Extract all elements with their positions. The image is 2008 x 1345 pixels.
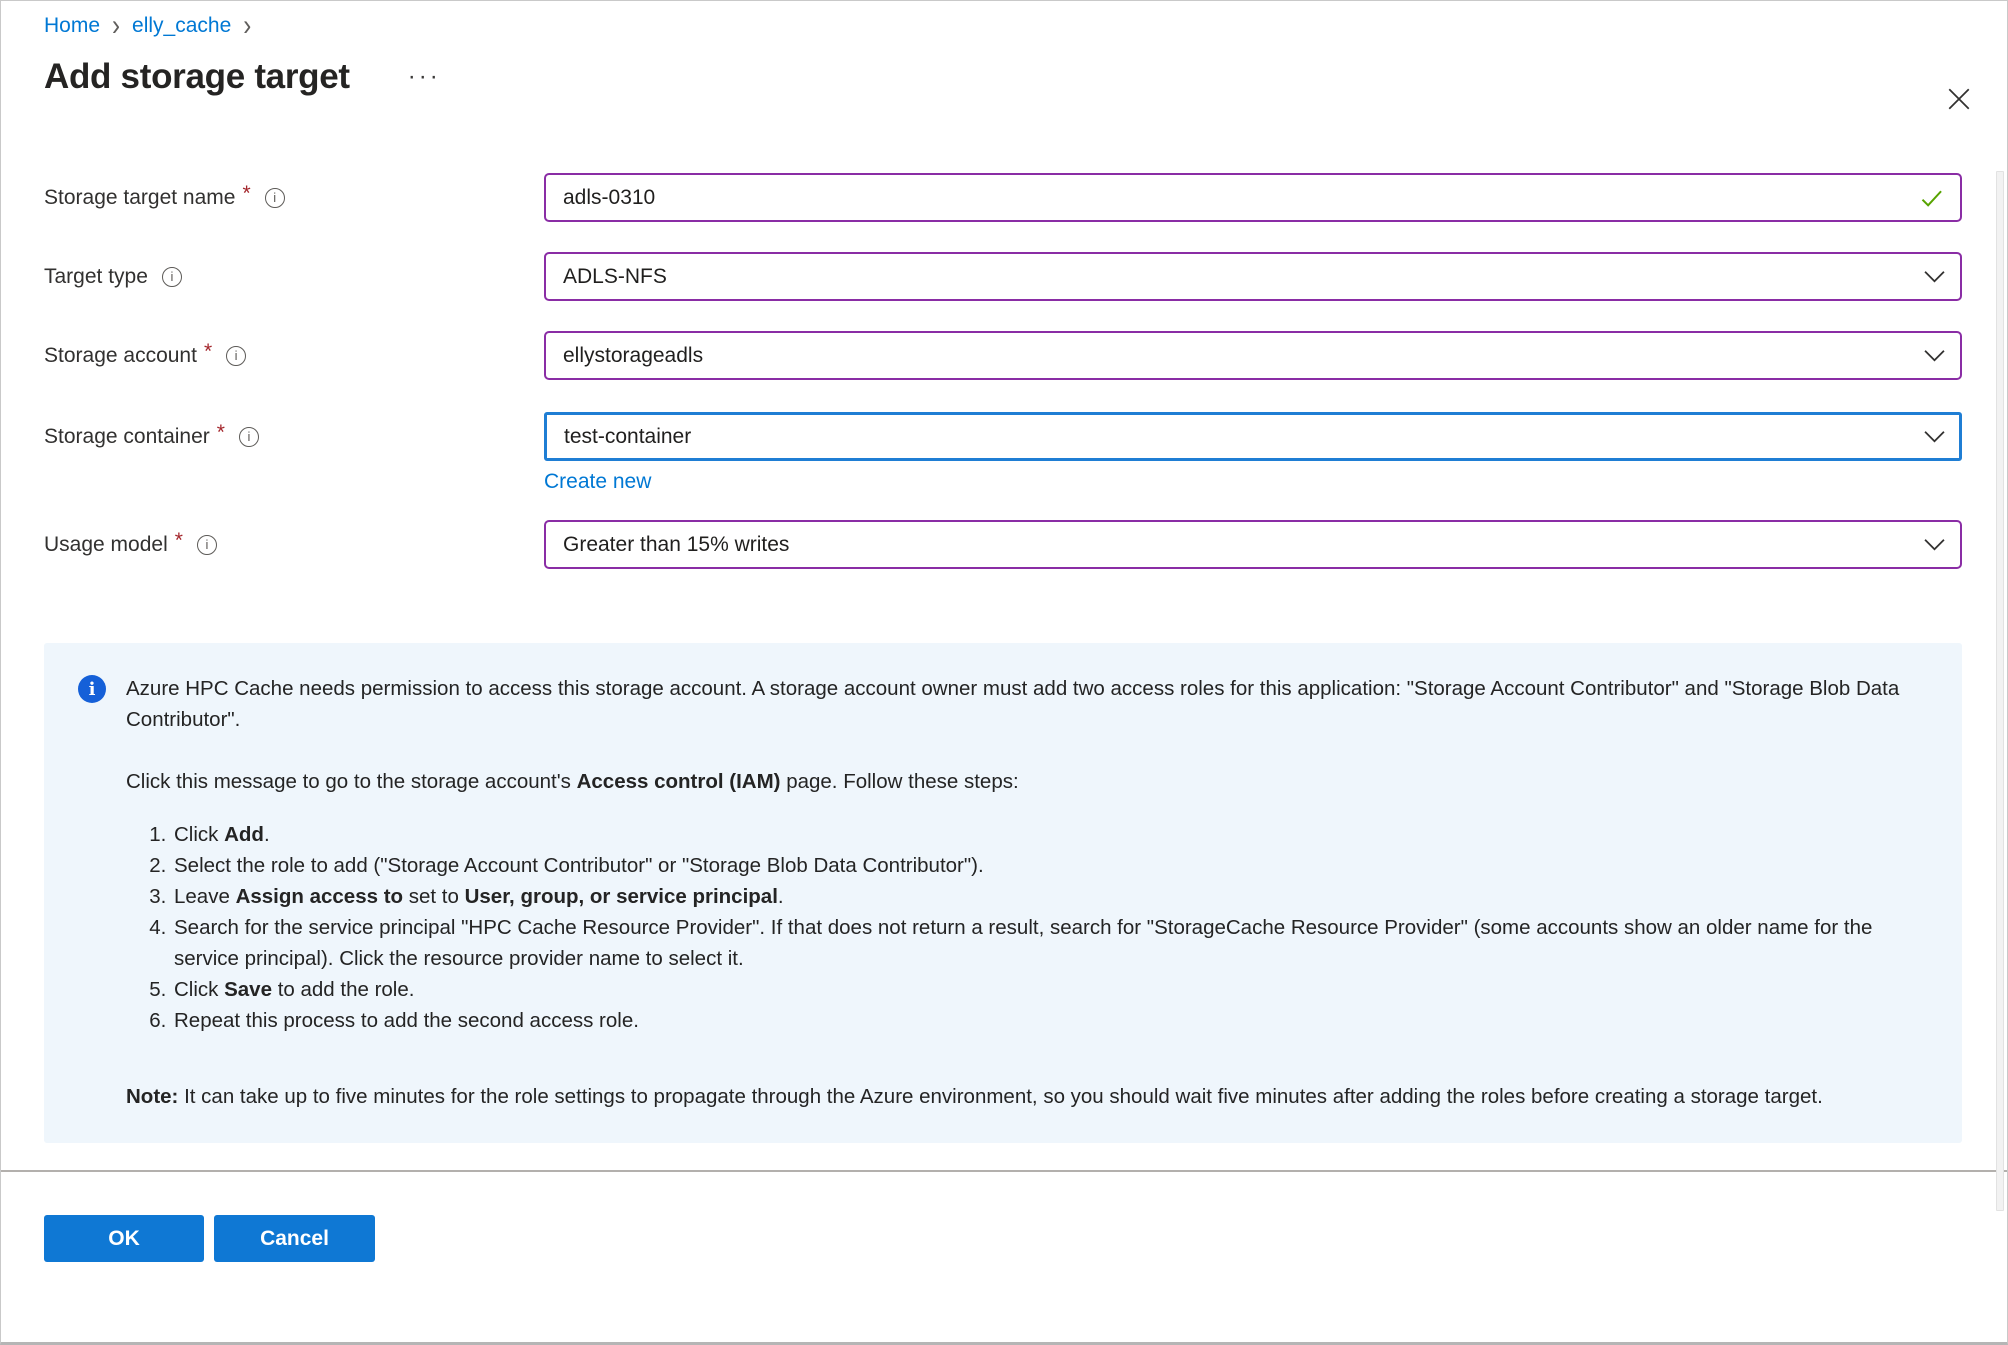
usage-model-control [544,520,1962,569]
create-new-link[interactable]: Create new [544,470,652,493]
storage-target-form [44,173,1962,569]
step-item: 6. Repeat this process to add the second access role. [172,1005,1922,1036]
storage-account-row [44,331,1962,380]
storage-target-name-input[interactable] [544,173,1962,222]
valid-check-icon [1918,184,1945,211]
chevron-down-icon [1924,538,1945,551]
cancel-button[interactable]: Cancel [214,1215,375,1262]
ok-button[interactable]: OK [44,1215,204,1262]
info-icon[interactable]: i [226,346,246,366]
step-item: 1. Click Add. [172,819,1922,850]
close-button[interactable] [1942,83,1976,117]
step-item: 3. Leave Assign access to set to User, group, or service principal. [172,881,1922,912]
dropdown-value: test-container [564,424,692,448]
more-menu-icon[interactable]: ··· [407,63,441,90]
target-type-dropdown[interactable] [544,252,1962,301]
create-new-cell [544,470,1962,494]
title-row [44,53,1962,101]
info-paragraph-2: Click this message to go to the storage account's Access control (IAM) page. Follow these steps: [126,770,1019,793]
page-title: Add storage target [44,57,350,96]
chevron-down-icon [1924,270,1945,283]
field-label: Storage target name [44,185,236,209]
field-label: Target type [44,264,148,288]
storage-target-name-row [44,173,1962,222]
note-paragraph: Note: It can take up to five minutes for the role settings to propagate through the Azure environment, so you should wait five minutes after adding the roles before creating a storage target. [126,1085,1823,1108]
storage-container-label [44,420,544,449]
info-icon[interactable]: i [162,267,182,287]
storage-account-dropdown[interactable] [544,331,1962,380]
chevron-down-icon [1924,430,1945,443]
footer-divider [1,1170,2007,1172]
breadcrumb-home[interactable]: Home [44,14,101,37]
field-label: Usage model [44,532,168,556]
required-marker: * [174,528,183,552]
target-type-row [44,252,1962,301]
required-marker: * [242,181,251,205]
info-icon[interactable]: i [197,535,217,555]
storage-container-control [544,412,1962,461]
info-icon[interactable]: i [239,427,259,447]
info-filled-icon: i [78,675,106,703]
required-marker: * [203,339,213,363]
storage-container-row [44,412,1962,461]
usage-model-row [44,520,1962,569]
iam-steps-list [126,819,1922,1036]
field-label: Storage account [44,343,197,367]
dropdown-value: ADLS-NFS [563,264,667,288]
step-item: 5. Click Save to add the role. [172,974,1922,1005]
storage-account-label [44,339,544,368]
field-label: Storage container [44,424,210,448]
chevron-down-icon [1924,349,1945,362]
footer-buttons [44,1215,1962,1262]
create-new-row [44,470,1962,494]
required-marker: * [216,420,225,444]
usage-model-label [44,528,544,557]
chevron-right-icon: › [243,8,252,43]
close-icon [1946,86,1972,115]
breadcrumb [44,1,1962,43]
breadcrumb-elly-cache[interactable]: elly_cache [132,14,232,37]
usage-model-dropdown[interactable] [544,520,1962,569]
storage-account-control [544,331,1962,380]
storage-target-name-label [44,181,544,210]
chevron-right-icon: › [112,8,121,43]
storage-container-dropdown[interactable] [544,412,1962,461]
target-type-label [44,265,544,289]
step-item: 2. Select the role to add ("Storage Account Contributor" or "Storage Blob Data Contributor"). [172,850,1922,881]
info-message-text [126,673,1922,1112]
step-item: 4. Search for the service principal "HPC Cache Resource Provider". If that does not return a result, search for "StorageCache Resource Provider" (some accounts show an older name for the service principal). Click the resource provider name to select it. [172,912,1922,974]
vertical-scrollbar[interactable] [1996,171,2004,1211]
target-type-control [544,252,1962,301]
dropdown-value: Greater than 15% writes [563,532,790,556]
info-icon[interactable]: i [265,188,285,208]
permissions-info-message[interactable] [44,643,1962,1143]
storage-target-name-control [544,173,1962,222]
info-paragraph-1: Azure HPC Cache needs permission to access this storage account. A storage account owner must add two access roles for this application: "Storage Account Contributor" and "Storage Blob Data Contributor". [126,677,1900,731]
dropdown-value: ellystorageadls [563,343,704,367]
